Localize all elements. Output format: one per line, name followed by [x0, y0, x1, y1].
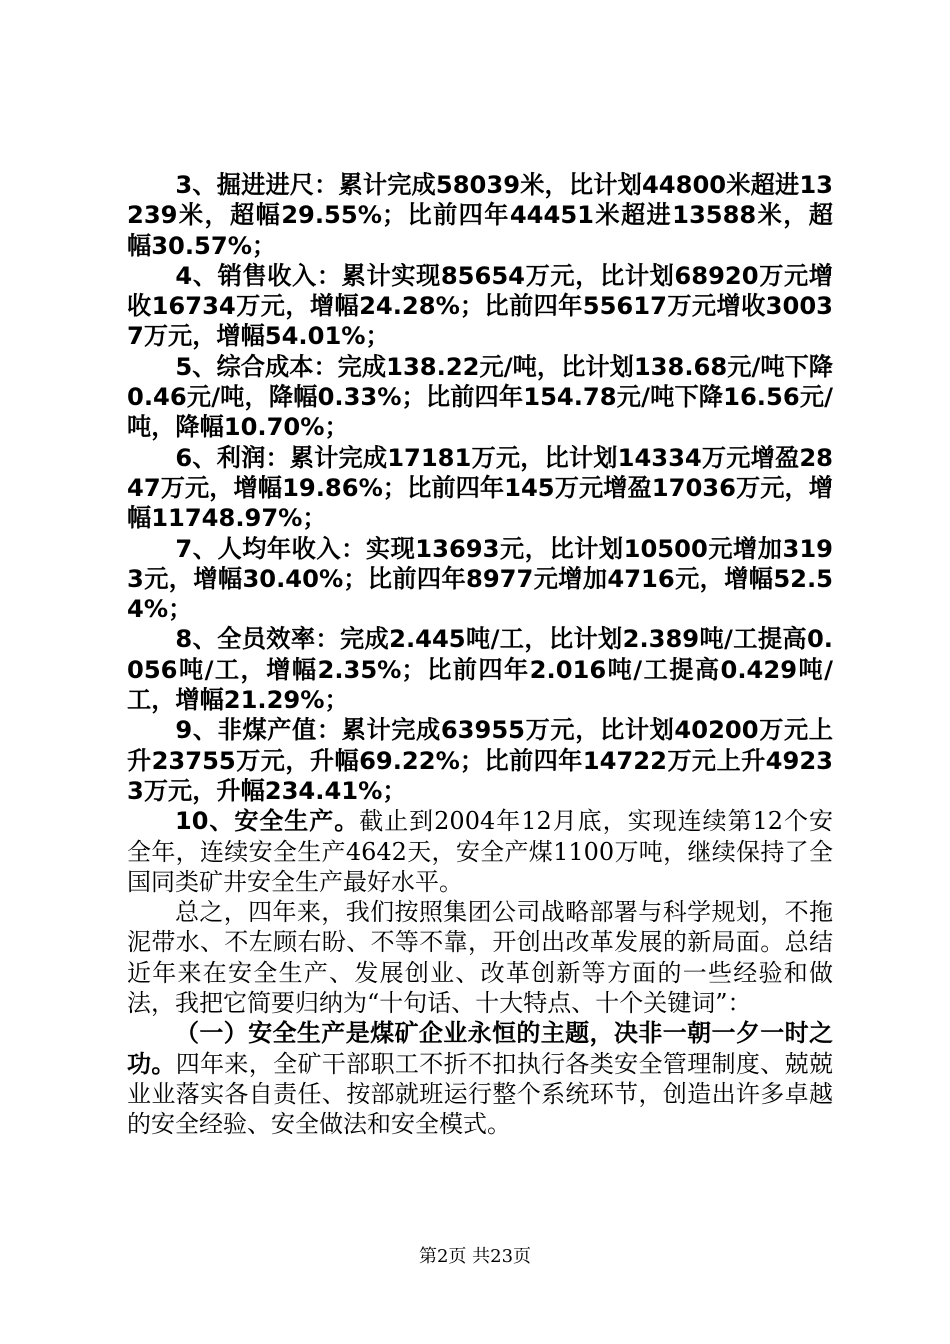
paragraph-item-8: 8、全员效率：完成2.445吨/工，比计划2.389吨/工提高0.056吨/工，增幅2.35%；比前四年2.016吨/工提高0.429吨/工，增幅21.29%； [127, 625, 833, 715]
item-10-lead: 10、安全生产。 [175, 807, 360, 836]
item-10-body: 截止到2004年12月底，实现连续第12个安全年，连续安全生产4642天，安全产煤1100万吨，继续保持了全国同类矿井安全生产最好水平。 [127, 807, 833, 896]
paragraph-item-9: 9、非煤产值：累计完成63955万元，比计划40200万元上升23755万元，升幅69.22%；比前四年14722万元上升49233万元，升幅234.41%； [127, 716, 833, 805]
document-body [127, 170, 833, 1140]
paragraph-section-1 [127, 1018, 833, 1139]
paragraph-item-4: 4、销售收入：累计实现85654万元，比计划68920万元增收16734万元，增幅24.28%；比前四年55617万元增收30037万元，增幅54.01%； [127, 261, 833, 351]
section-1-heading: （一）安全生产是煤矿企业永恒的主题，决非一朝一夕一时之功。 [127, 1019, 833, 1078]
paragraph-item-3: 3、掘进进尺：累计完成58039米，比计划44800米超进13239米，超幅29.55%；比前四年44451米超进13588米，超幅30.57%； [127, 171, 833, 260]
paragraph-item-6: 6、利润：累计完成17181万元，比计划14334万元增盈2847万元，增幅19.86%；比前四年145万元增盈17036万元，增幅11748.97%； [127, 443, 833, 533]
paragraph-summary: 总之，四年来，我们按照集团公司战略部署与科学规划，不拖泥带水、不左顾右盼、不等不靠，开创出改革发展的新局面。总结近年来在安全生产、发展创业、改革创新等方面的一些经验和做法，我把它简要归纳为“十句话、十大特点、十个关键词”： [127, 898, 833, 1018]
paragraph-item-5: 5、综合成本：完成138.22元/吨，比计划138.68元/吨下降0.46元/吨，降幅0.33%；比前四年154.78元/吨下降16.56元/吨，降幅10.70%； [127, 352, 833, 442]
paragraph-item-10 [127, 806, 833, 897]
section-1-body: 四年来，全矿干部职工不折不扣执行各类安全管理制度、兢兢业业落实各自责任、按部就班运行整个系统环节，创造出许多卓越的安全经验、安全做法和安全模式。 [127, 1049, 834, 1139]
page-footer: 第2页 共23页 [418, 1246, 532, 1267]
paragraph-item-7: 7、人均年收入：实现13693元，比计划10500元增加3193元，增幅30.40%；比前四年8977元增加4716元，增幅52.54%； [127, 534, 833, 624]
